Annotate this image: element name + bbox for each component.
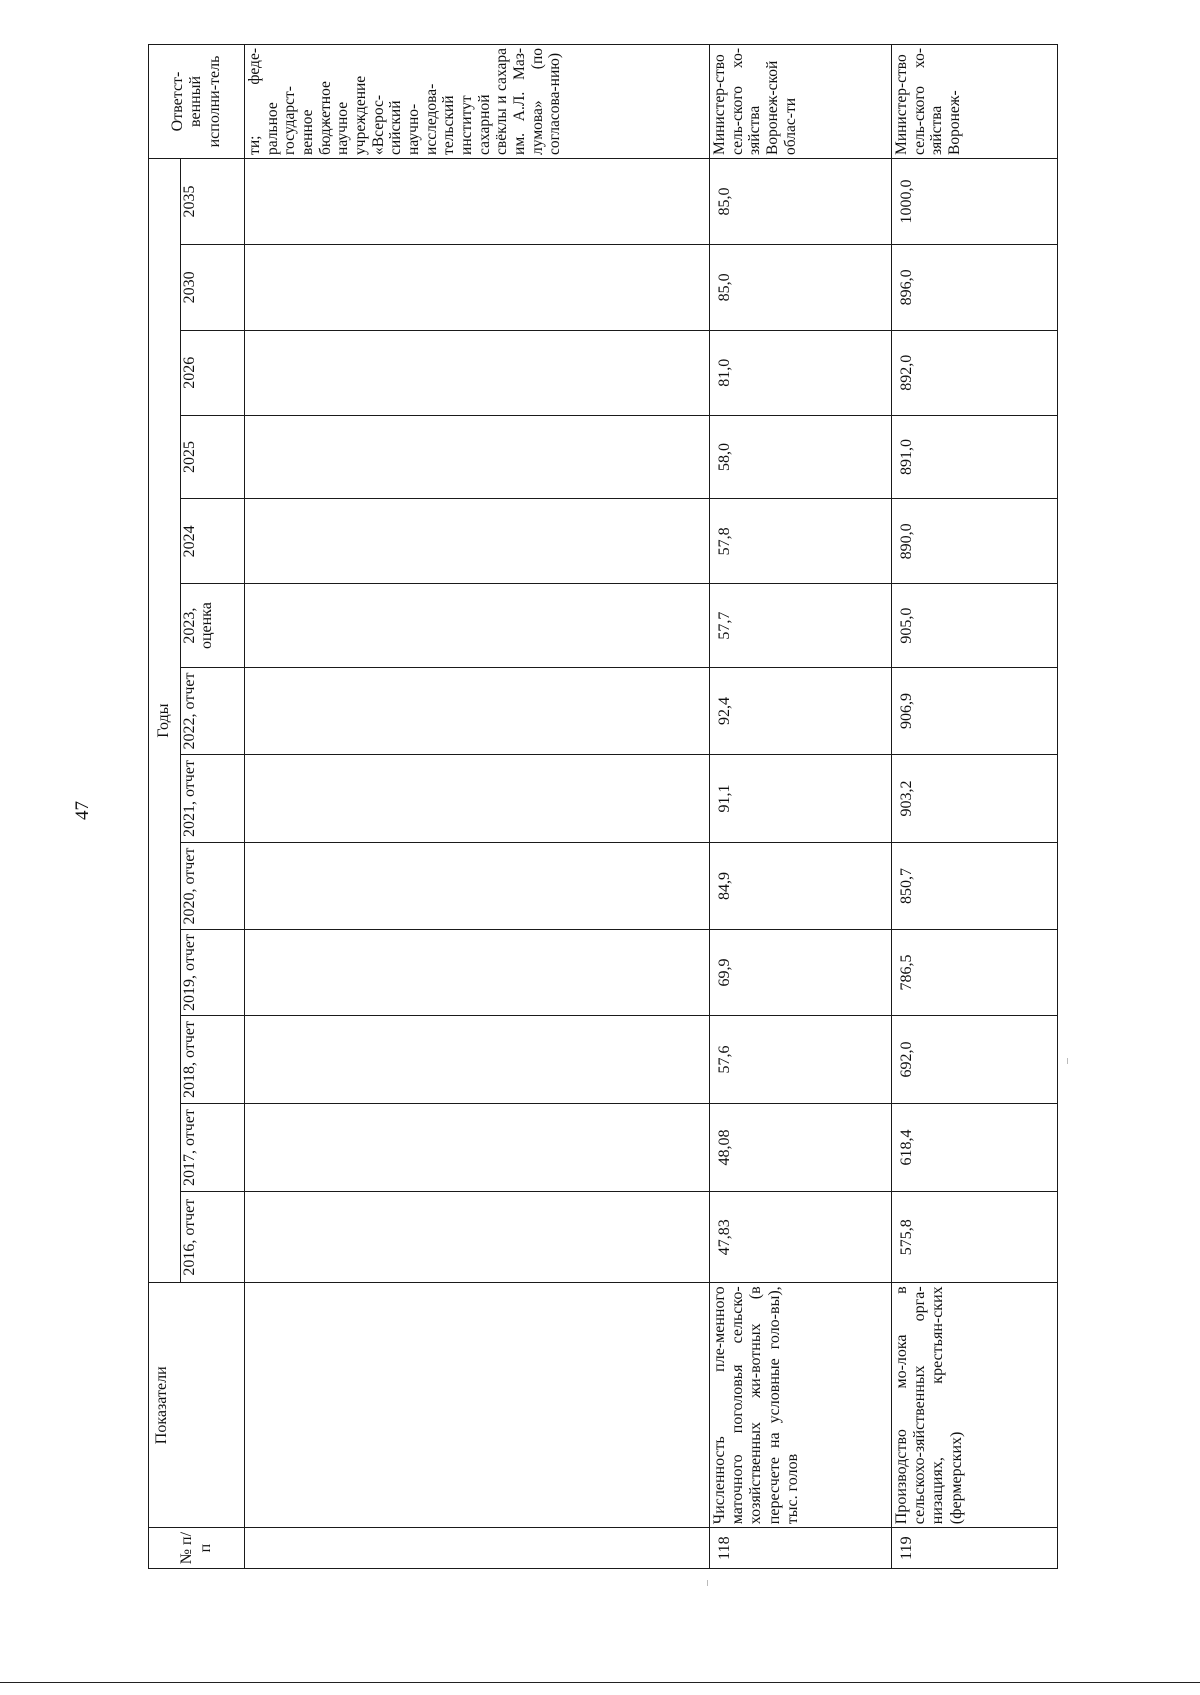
cell-executor: Министер-ство сель-ского хо-зяйства Воронеж-ской облас-ти: [710, 45, 892, 159]
cell-empty: [245, 158, 710, 244]
page-number: 47: [72, 801, 93, 820]
header-years-group: Годы: [149, 158, 181, 1282]
cell-empty: [245, 415, 710, 499]
cell-row-number: 118: [710, 1528, 892, 1569]
header-year: 2024: [181, 499, 245, 584]
cell-value: 48,08: [710, 1104, 892, 1192]
header-year: 2022, отчет: [181, 668, 245, 755]
header-num: № п/п: [149, 1528, 245, 1569]
indicators-table: [148, 44, 1058, 1569]
header-year: 2019, отчет: [181, 930, 245, 1016]
cell-row-number: 119: [892, 1528, 1058, 1569]
cell-value: 69,9: [710, 930, 892, 1016]
cell-value: 850,7: [892, 843, 1058, 930]
cell-value: 692,0: [892, 1015, 1058, 1103]
cell-value: 896,0: [892, 244, 1058, 330]
scan-speck: [707, 1580, 708, 1586]
header-year: 2017, отчет: [181, 1104, 245, 1192]
cell-value: 892,0: [892, 330, 1058, 415]
cell-empty: [245, 930, 710, 1016]
header-year: 2026: [181, 330, 245, 415]
cell-value: 890,0: [892, 499, 1058, 584]
header-year: 2023, оценка: [181, 584, 245, 668]
cell-empty: [245, 668, 710, 755]
cell-empty: [245, 244, 710, 330]
cell-value: 575,8: [892, 1192, 1058, 1283]
cell-value: 91,1: [710, 754, 892, 842]
cell-empty: [245, 330, 710, 415]
cell-value: 81,0: [710, 330, 892, 415]
cell-empty: [245, 1283, 710, 1528]
header-year: 2030: [181, 244, 245, 330]
cell-executor: Министер-ство сель-ского хо-зяйства Воронеж-: [892, 45, 1058, 159]
cell-value: 47,83: [710, 1192, 892, 1283]
cell-empty: [245, 1015, 710, 1103]
scan-speck: [1067, 1058, 1068, 1064]
cell-value: 891,0: [892, 415, 1058, 499]
cell-value: 85,0: [710, 158, 892, 244]
header-year: 2035: [181, 158, 245, 244]
cell-value: 85,0: [710, 244, 892, 330]
header-year: 2025: [181, 415, 245, 499]
cell-empty: [245, 754, 710, 842]
cell-value: 58,0: [710, 415, 892, 499]
cell-executor: ти; феде-ральное государст-венное бюджетное научное учреждение «Всерос-сийский научно-исследова-тельский институт сахарной свёклы и сахара им. А.Л. Маз-лумова» (по согласова-нию): [245, 45, 710, 159]
header-year: 2018, отчет: [181, 1015, 245, 1103]
header-year: 2016, отчет: [181, 1192, 245, 1283]
cell-empty: [245, 1104, 710, 1192]
header-year: 2021, отчет: [181, 754, 245, 842]
cell-value: 92,4: [710, 668, 892, 755]
cell-value: 57,6: [710, 1015, 892, 1103]
header-indicator: Показатели: [149, 1283, 245, 1528]
cell-indicator: Производство мо-лока в сельскохо-зяйственных орга-низациях, крестьян-ских (фермерских): [892, 1283, 1058, 1528]
cell-value: 903,2: [892, 754, 1058, 842]
cell-value: 905,0: [892, 584, 1058, 668]
header-year: 2020, отчет: [181, 843, 245, 930]
cell-value: 618,4: [892, 1104, 1058, 1192]
cell-empty: [245, 1528, 710, 1569]
cell-value: 906,9: [892, 668, 1058, 755]
cell-value: 57,8: [710, 499, 892, 584]
table-row-continuation: [245, 45, 710, 1569]
scan-edge-line: [0, 1682, 1200, 1683]
header-executor: Ответст-венный исполни-тель: [149, 45, 245, 159]
cell-value: 1000,0: [892, 158, 1058, 244]
cell-empty: [245, 1192, 710, 1283]
cell-indicator: Численность пле-менного маточного поголовья сельско-хозяйственных жи-вотных (в пересчете на условные голо-вы), тыс. голов: [710, 1283, 892, 1528]
cell-value: 57,7: [710, 584, 892, 668]
cell-empty: [245, 843, 710, 930]
cell-value: 786,5: [892, 930, 1058, 1016]
cell-value: 84,9: [710, 843, 892, 930]
cell-empty: [245, 584, 710, 668]
table-row: [710, 45, 892, 1569]
cell-empty: [245, 499, 710, 584]
table-row: [892, 45, 1058, 1569]
indicators-table-page: [148, 44, 1057, 1569]
